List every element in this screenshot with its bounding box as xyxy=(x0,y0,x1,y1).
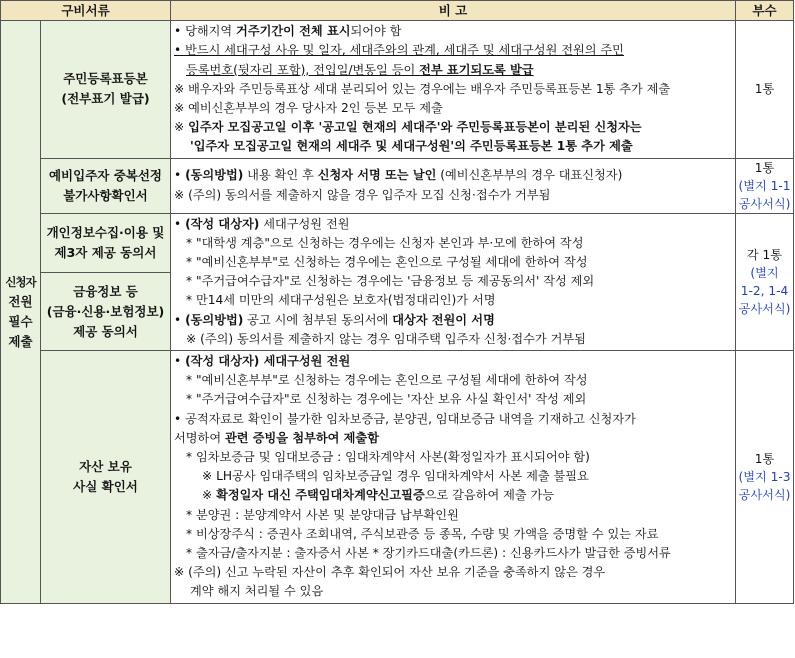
header-row xyxy=(1,1,794,21)
remark-line: * 만14세 미만의 세대구성원은 보호자(법정대리인)가 서명 xyxy=(186,293,496,308)
remarks-cell xyxy=(171,21,736,158)
remark-line: • (작성 대상자) 세대구성원 전원 xyxy=(174,354,351,369)
doc-name-cell xyxy=(41,213,171,273)
remark-line: 등록번호(뒷자리 포함), 전입일/변동일 등이 전부 표기되도록 발급 xyxy=(186,62,534,77)
doc-name-line: 금융정보 등 xyxy=(73,283,138,299)
qty-text: 1통 xyxy=(754,82,775,97)
qty-cell xyxy=(736,351,794,604)
remark-line: * "예비신혼부부"로 신청하는 경우에는 혼인으로 구성될 세대에 한하여 작성 xyxy=(186,255,588,270)
doc-name-line: 사실 확인서 xyxy=(73,478,138,494)
remark-line: • 반드시 세대구성 사유 및 일자, 세대주와의 관계, 세대주 및 세대구성원 전원의 주민 xyxy=(174,43,624,58)
remark-line: ※ 배우자와 주민등록표상 세대 분리되어 있는 경우에는 배우자 주민등록표등본 1통 추가 제출 xyxy=(174,81,671,96)
remark-line: ※ (주의) 동의서를 제출하지 않는 경우 임대주택 입주자 신청·접수가 거부됨 xyxy=(186,331,586,346)
remark-line: ※ 입주자 모집공고일 이후 '공고일 현재의 세대주'와 주민등록표등본이 분리된 신청자는 xyxy=(174,120,642,135)
remark-line: * "주거급여수급자"로 신청하는 경우에는 '금융정보 등 제공동의서' 작성 제외 xyxy=(186,274,595,289)
remark-line: • (동의방법) 공고 시에 첨부된 동의서에 대상자 전원이 서명 xyxy=(174,312,495,327)
remark-line: ※ (주의) 동의서를 제출하지 않을 경우 입주자 모집 신청·접수가 거부됨 xyxy=(174,187,551,202)
qty-form-ref: 공사서식) xyxy=(738,196,791,211)
remark-line: ※ 예비신혼부부의 경우 당사자 2인 등본 모두 제출 xyxy=(174,101,443,116)
remark-line: * 출자금/출자지분 : 출자증서 사본 * 장기카드대출(카드론) : 신용카드사가 발급한 증빙서류 xyxy=(186,546,671,561)
qty-cell xyxy=(736,21,794,158)
doc-name-line: 제3자 제공 동의서 xyxy=(54,244,157,260)
remark-line: 서명하여 관련 증빙을 첨부하여 제출함 xyxy=(174,430,379,445)
doc-name-line: 제공 동의서 xyxy=(73,323,138,339)
remark-line: * 분양권 : 분양계약서 사본 및 분양대금 납부확인원 xyxy=(186,507,459,522)
remark-line: * "예비신혼부부"로 신청하는 경우에는 혼인으로 구성될 세대에 한하여 작성 xyxy=(186,373,588,388)
remark-line: * 비상장주식 : 증권사 조회내역, 주식보관증 등 종목, 수량 및 가액을 증명할 수 있는 자료 xyxy=(186,526,659,541)
doc-name-line: (금융·신용·보험정보) xyxy=(46,303,165,319)
remark-line: * 임차보증금 및 임대보증금 : 임대차계약서 사본(확정일자가 표시되어야 함) xyxy=(186,450,590,465)
remark-line: • (동의방법) 내용 확인 후 신청자 서명 또는 날인 (예비신혼부부의 경우 대표신청자) xyxy=(174,168,623,183)
remark-line: • (작성 대상자) 세대구성원 전원 xyxy=(174,216,350,231)
qty-cell xyxy=(736,158,794,213)
doc-name-cell xyxy=(41,351,171,604)
row-duplicate-selection xyxy=(1,158,794,213)
qty-form-ref: 공사서식) xyxy=(738,301,791,316)
header-remarks: 비 고 xyxy=(171,1,736,21)
remark-line: * "주거급여수급자"로 신청하는 경우에는 '자산 보유 사실 확인서' 작성 제외 xyxy=(186,392,587,407)
remark-line: ※ LH공사 임대주택의 임차보증금일 경우 임대차계약서 사본 제출 불필요 xyxy=(202,469,589,484)
remark-line: ※ (주의) 신고 누락된 자산이 추후 확인되어 자산 보유 기준을 충족하지 않은 경우 xyxy=(174,565,606,580)
remarks-cell xyxy=(171,158,736,213)
qty-cell xyxy=(736,213,794,350)
remarks-cell xyxy=(171,213,736,350)
category-line2: 전원 xyxy=(8,293,33,309)
qty-text: 1통 xyxy=(754,160,775,175)
header-docs: 구비서류 xyxy=(1,1,171,21)
remark-line: • 공적자료로 확인이 불가한 임차보증금, 분양권, 임대보증금 내역을 기재하고 신청자가 xyxy=(174,411,636,426)
remark-line: '입주자 모집공고일 현재의 세대주 및 세대구성원'의 주민등록표등본 1통 추가 제출 xyxy=(190,139,633,154)
header-qty: 부수 xyxy=(736,1,794,21)
doc-name-line: (전부표기 발급) xyxy=(61,91,150,107)
remark-line: ※ 확정일자 대신 주택임대차계약신고필증으로 갈음하여 제출 가능 xyxy=(202,488,555,503)
remarks-cell xyxy=(171,351,736,604)
doc-name-line: 자산 보유 xyxy=(79,458,132,474)
row-resident-registration xyxy=(1,21,794,158)
remark-line: 계약 해지 처리될 수 있음 xyxy=(190,584,324,599)
row-asset-confirmation xyxy=(1,351,794,604)
doc-name-cell xyxy=(41,273,171,351)
category-line1: 신청자 xyxy=(5,274,36,289)
qty-text: 각 1통 xyxy=(746,247,783,262)
doc-name-line: 개인정보수집·이용 및 xyxy=(46,224,165,240)
qty-form-ref: (별지 1-3 xyxy=(738,469,791,484)
qty-form-ref: (별지 xyxy=(750,265,779,280)
category-line3: 필수 xyxy=(8,313,33,329)
category-line4: 제출 xyxy=(8,333,33,349)
row-consent-forms xyxy=(1,213,794,273)
qty-form-ref: 1-2, 1-4 xyxy=(740,283,789,298)
remark-line: • 당해지역 거주기간이 전체 표시되어야 함 xyxy=(174,24,402,39)
category-cell xyxy=(1,21,41,603)
qty-form-ref: 공사서식) xyxy=(738,487,791,502)
doc-name-cell xyxy=(41,158,171,213)
doc-name-line: 주민등록표등본 xyxy=(63,71,148,87)
doc-name-line: 불가사항확인서 xyxy=(63,187,148,203)
qty-form-ref: (별지 1-1 xyxy=(738,178,791,193)
qty-text: 1통 xyxy=(754,451,775,466)
doc-name-line: 예비입주자 중복선정 xyxy=(48,167,163,183)
remark-line: * "대학생 계층"으로 신청하는 경우에는 신청자 본인과 부·모에 한하여 작성 xyxy=(186,235,584,250)
doc-name-cell xyxy=(41,21,171,158)
